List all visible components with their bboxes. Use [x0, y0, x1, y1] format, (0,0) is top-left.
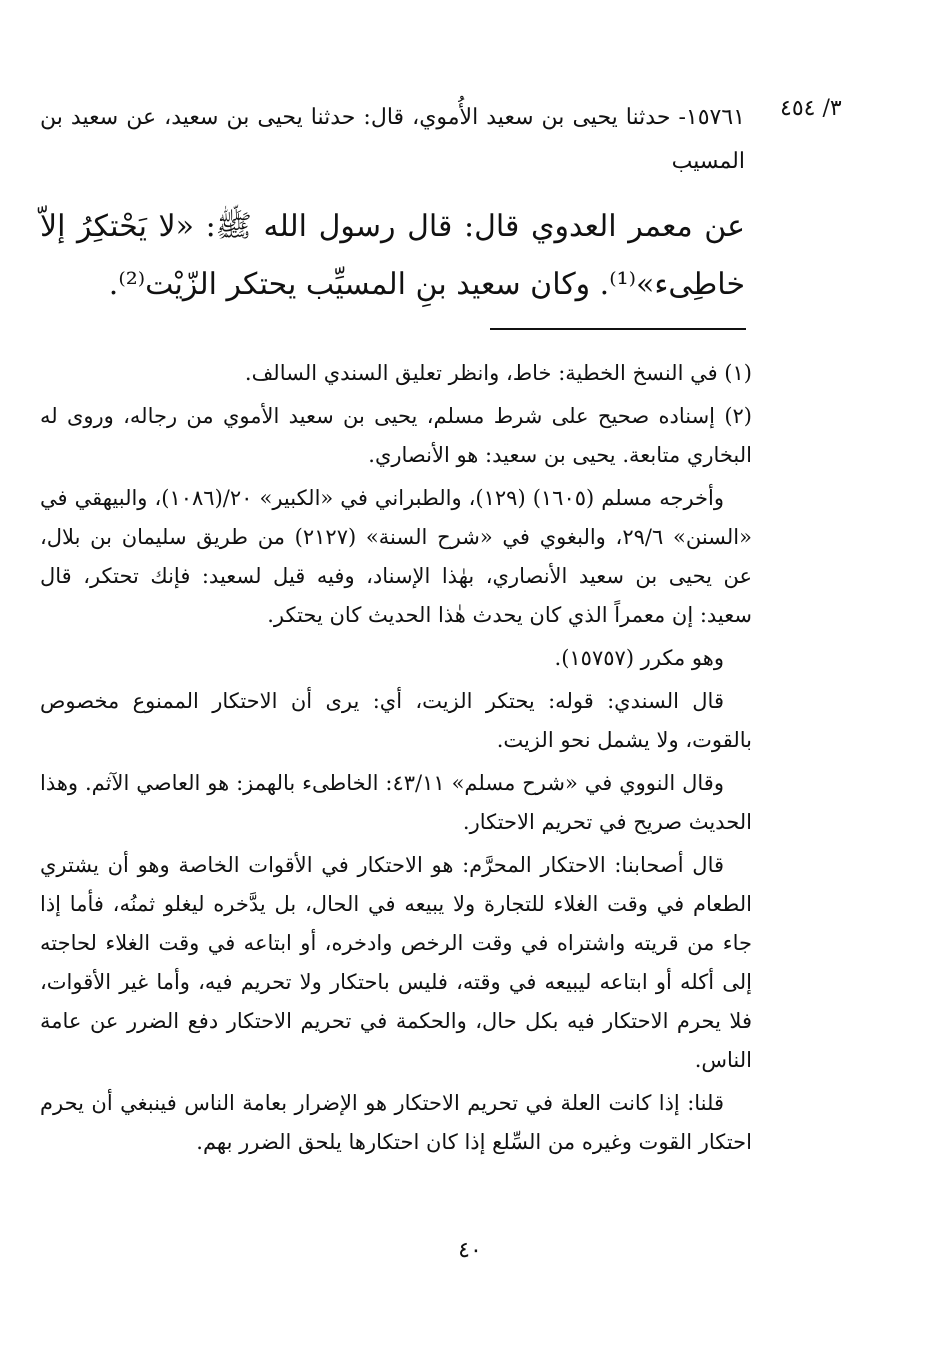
footnotes: [40, 354, 752, 1166]
margin-reference: ٣/ ٤٥٤: [780, 96, 842, 121]
page-number: ٤٠: [458, 1238, 482, 1263]
footnote-paragraph: وأخرجه مسلم (١٦٠٥) (١٢٩)، والطبراني في «الكبير» ٢٠/(١٠٨٦)، والبيهقي في «السنن» ٢٩/٦، والبغوي في «شرح السنة» (٢١٢٧) من طريق سليمان بن بلال، عن يحيى بن سعيد الأنصاري، بهٰذا الإسناد، وفيه قيل لسعيد: فإنك تحتكر، قال سعيد: إن معمراً الذي كان يحدث هٰذا الحديث كان يحتكر.: [40, 486, 752, 627]
footnote-paragraph: قال أصحابنا: الاحتكار المحرَّم: هو الاحتكار في الأقوات الخاصة وهو أن يشتري الطعام في وقت الغلاء للتجارة ولا يبيعه في الحال، بل يدَّخره ليغلو ثمنُه، فأما إذا جاء من قريته واشتراه في وقت الرخص وادخره، أو ابتاعه في وقت الغلاء لحاجته إلى أكله أو ابتاعه ليبيعه في وقته، فليس باحتكار ولا تحريم فيه، وأما غير الأقوات، فلا يحرم الاحتكار فيه بكل حال، والحكمة في تحريم الاحتكار دفع الضرر عن عامة الناس.: [40, 853, 752, 1072]
footnote-1: (١) في النسخ الخطية: خاط، وانظر تعليق السندي السالف.: [244, 361, 752, 385]
footnote-paragraph: وهو مكرر (١٥٧٥٧).: [554, 646, 724, 670]
footnote-paragraph: قال السندي: قوله: يحتكر الزيت، أي: يرى أن الاحتكار الممنوع مخصوص بالقوت، ولا يشمل نحو الزيت.: [40, 689, 752, 752]
footnote-separator: [490, 328, 746, 330]
hadith-text: عن معمر العدوي قال: قال رسول الله ﷺ: «لا يَحْتكِرُ إلاّ خاطِىء»⁽¹⁾. وكان سعيد بنِ المسيِّب يحتكر الزّيْت⁽²⁾.: [40, 209, 745, 302]
hadith-chain: ١٥٧٦١- حدثنا يحيى بن سعيد الأُموي، قال: حدثنا يحيى بن سعيد، عن سعيد بن المسيب: [40, 105, 745, 174]
footnote-paragraph: وقال النووي في «شرح مسلم» ٤٣/١١: الخاطىء بالهمز: هو العاصي الآثم. وهذا الحديث صريح في تحريم الاحتكار.: [40, 771, 752, 834]
footnote-paragraph: قلنا: إذا كانت العلة في تحريم الاحتكار هو الإضرار بعامة الناس فينبغي أن يحرم احتكار القوت وغيره من السِّلع إذا كان احتكارها يلحق الضرر بهم.: [40, 1091, 752, 1154]
footnote-2: (٢) إسناده صحيح على شرط مسلم، يحيى بن سعيد الأموي من رجاله، وروى له البخاري متابعة. يحيى بن سعيد: هو الأنصاري.: [40, 404, 752, 467]
